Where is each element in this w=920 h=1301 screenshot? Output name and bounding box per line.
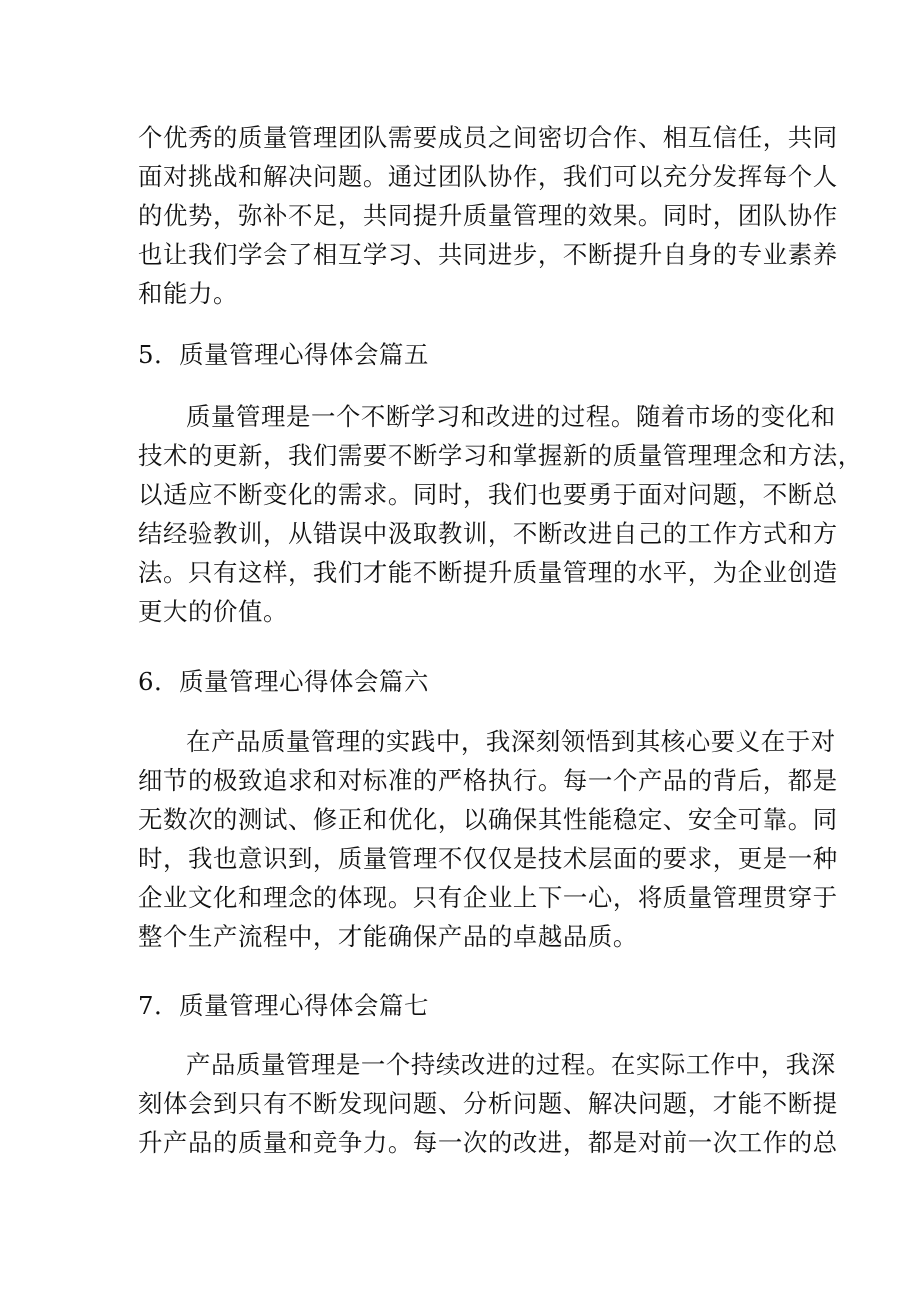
body-line: 个优秀的质量管理团队需要成员之间密切合作、相互信任，共同 xyxy=(138,123,838,152)
body-line: 无数次的测试、修正和优化，以确保其性能稳定、安全可靠。同 xyxy=(138,805,838,834)
body-line: 时，我也意识到，质量管理不仅仅是技术层面的要求，更是一种 xyxy=(138,844,838,873)
body-line: 在产品质量管理的实践中，我深刻领悟到其核心要义在于对 xyxy=(186,727,836,756)
section-heading: 7．质量管理心得体会篇七 xyxy=(138,991,430,1020)
section-heading: 5．质量管理心得体会篇五 xyxy=(138,340,430,369)
body-line: 技术的更新，我们需要不断学习和掌握新的质量管理理念和方法， xyxy=(138,441,863,470)
body-line: 整个生产流程中，才能确保产品的卓越品质。 xyxy=(138,922,638,951)
body-line: 更大的价值。 xyxy=(138,597,288,626)
body-line: 以适应不断变化的需求。同时，我们也要勇于面对问题，不断总 xyxy=(138,480,838,509)
body-line: 和能力。 xyxy=(138,279,238,308)
body-line: 结经验教训，从错误中汲取教训，不断改进自己的工作方式和方 xyxy=(138,519,838,548)
body-line: 企业文化和理念的体现。只有企业上下一心，将质量管理贯穿于 xyxy=(138,883,838,912)
body-line: 细节的极致追求和对标准的严格执行。每一个产品的背后，都是 xyxy=(138,766,838,795)
body-line: 升产品的质量和竞争力。每一次的改进，都是对前一次工作的总 xyxy=(138,1128,838,1157)
body-line: 的优势，弥补不足，共同提升质量管理的效果。同时，团队协作 xyxy=(138,201,838,230)
body-line: 刻体会到只有不断发现问题、分析问题、解决问题，才能不断提 xyxy=(138,1089,838,1118)
body-line: 质量管理是一个不断学习和改进的过程。随着市场的变化和 xyxy=(186,402,836,431)
section-heading: 6．质量管理心得体会篇六 xyxy=(138,667,430,696)
body-line: 也让我们学会了相互学习、共同进步，不断提升自身的专业素养 xyxy=(138,240,838,269)
body-line: 法。只有这样，我们才能不断提升质量管理的水平，为企业创造 xyxy=(138,558,838,587)
body-line: 产品质量管理是一个持续改进的过程。在实际工作中，我深 xyxy=(186,1050,836,1079)
body-line: 面对挑战和解决问题。通过团队协作，我们可以充分发挥每个人 xyxy=(138,162,838,191)
